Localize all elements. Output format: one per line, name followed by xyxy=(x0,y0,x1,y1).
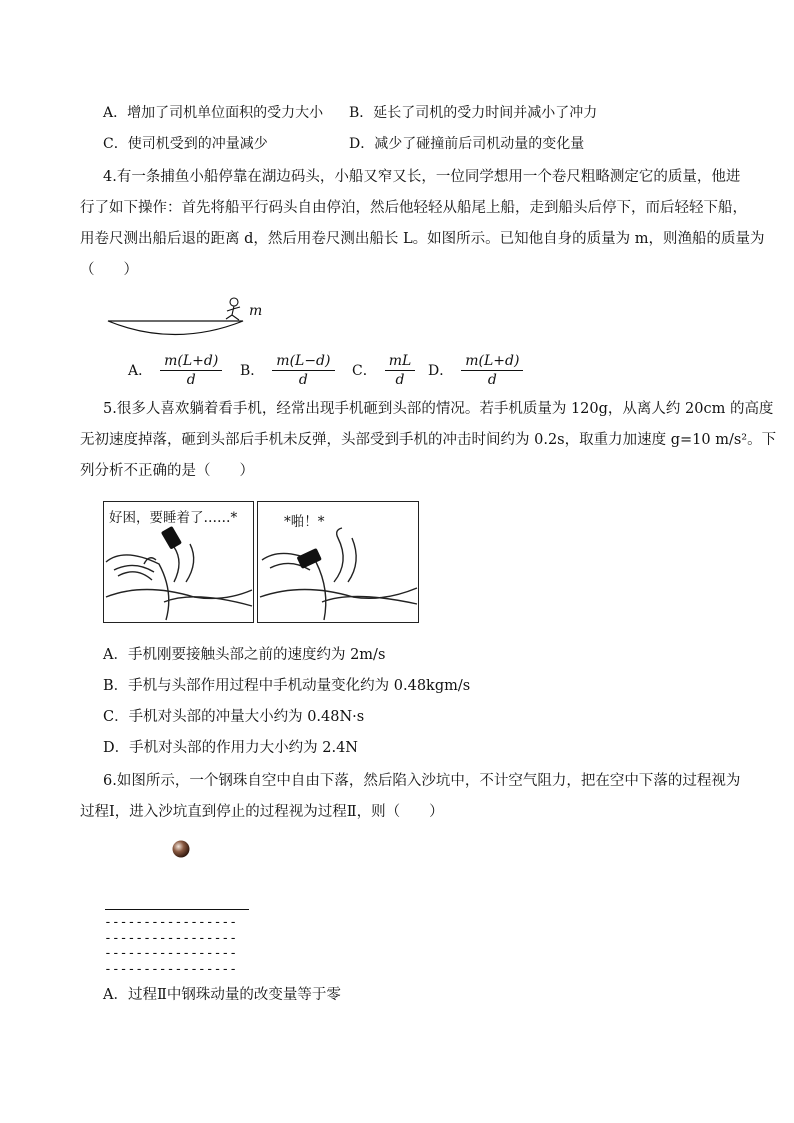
numerator: m(L−d) xyxy=(272,352,334,371)
person-icon xyxy=(226,298,240,320)
denominator: d xyxy=(487,372,497,388)
q5-stem-line-2: 无初速度掉落，砸到头部后手机未反弹，头部受到手机的冲击时间约为 0.2s，取重力加速度 g=10 m/s²。下 xyxy=(80,432,777,448)
q3-option-a: A．增加了司机单位面积的受力大小 xyxy=(103,105,324,121)
q4-stem-line-3: 用卷尺测出船后退的距离 d，然后用卷尺测出船长 L。如图所示。已知他自身的质量为 m，则渔船的质量为 xyxy=(80,231,765,247)
q5-option-a: A．手机刚要接触头部之前的速度约为 2m/s xyxy=(103,647,386,663)
sand-surface-line xyxy=(105,909,249,910)
option-letter: A． xyxy=(128,362,153,379)
numerator: m(L+d) xyxy=(461,352,523,371)
q6-stem-line-1: 6.如图所示，一个钢珠自空中自由下落，然后陷入沙坑中，不计空气阻力，把在空中下落的过程视为 xyxy=(103,773,741,789)
q5-option-c: C．手机对头部的冲量大小约为 0.48N·s xyxy=(103,709,365,725)
q3-option-b: B．延长了司机的受力时间并减小了冲力 xyxy=(349,105,598,121)
numerator: mL xyxy=(385,352,416,371)
denominator: d xyxy=(395,372,405,388)
person-lying-illustration xyxy=(104,502,253,622)
q4-stem-line-4: （ ） xyxy=(80,262,138,278)
q4-option-c xyxy=(352,352,415,389)
q4-option-d xyxy=(428,352,523,389)
steel-ball-icon xyxy=(171,839,191,859)
denominator: d xyxy=(186,372,196,388)
q5-option-b: B．手机与头部作用过程中手机动量变化约为 0.48kgm/s xyxy=(103,678,471,694)
sand-dash-row: ----------------- xyxy=(104,961,238,977)
q4-stem-line-2: 行了如下操作：首先将船平行码头自由停泊，然后他轻轻从船尾上船，走到船头后停下，而后轻轻下船， xyxy=(80,200,747,216)
panel-caption: *啪！* xyxy=(284,514,325,530)
figure-mass-label: m xyxy=(249,303,263,319)
boat-figure xyxy=(105,290,275,340)
sand-dash-row: ----------------- xyxy=(104,946,238,961)
option-letter: B． xyxy=(240,362,265,379)
q3-option-d: D．减少了碰撞前后司机动量的变化量 xyxy=(349,136,585,152)
q4-option-a xyxy=(128,352,222,389)
q3-option-c: C．使司机受到的冲量减少 xyxy=(103,136,268,152)
q4-stem-line-1: 4.有一条捕鱼小船停靠在湖边码头，小船又窄又长，一位同学想用一个卷尺粗略测定它的质量，他进 xyxy=(103,169,741,185)
fraction xyxy=(272,352,334,389)
q5-option-d: D．手机对头部的作用力大小约为 2.4N xyxy=(103,740,358,756)
denominator: d xyxy=(298,372,308,388)
q4-option-b xyxy=(240,352,335,389)
sand-dash-row: ----------------- xyxy=(104,930,238,946)
fraction xyxy=(385,352,416,389)
fraction xyxy=(160,352,222,389)
sand-pit xyxy=(104,915,237,977)
q6-option-a: A．过程Ⅱ中钢珠动量的改变量等于零 xyxy=(103,987,341,1003)
person-hit-illustration xyxy=(258,502,418,622)
q5-stem-line-3: 列分析不正确的是（ ） xyxy=(80,463,254,479)
q5-stem-line-1: 5.很多人喜欢躺着看手机，经常出现手机砸到头部的情况。若手机质量为 120g，从离人约 20cm 的高度 xyxy=(103,401,774,417)
sand-dash-row: ----------------- xyxy=(104,915,238,930)
comic-panel-phone-falls xyxy=(257,501,419,623)
option-letter: C． xyxy=(352,362,377,379)
q6-stem-line-2: 过程Ⅰ，进入沙坑直到停止的过程视为过程Ⅱ，则（ ） xyxy=(80,804,444,820)
phone-icon xyxy=(161,526,182,550)
fraction xyxy=(461,352,523,389)
option-letter: D． xyxy=(428,362,454,379)
panel-caption: 好困，要睡着了……* xyxy=(109,510,238,526)
comic-panel-sleepy xyxy=(103,501,254,623)
boat-hull xyxy=(108,321,243,335)
numerator: m(L+d) xyxy=(160,352,222,371)
